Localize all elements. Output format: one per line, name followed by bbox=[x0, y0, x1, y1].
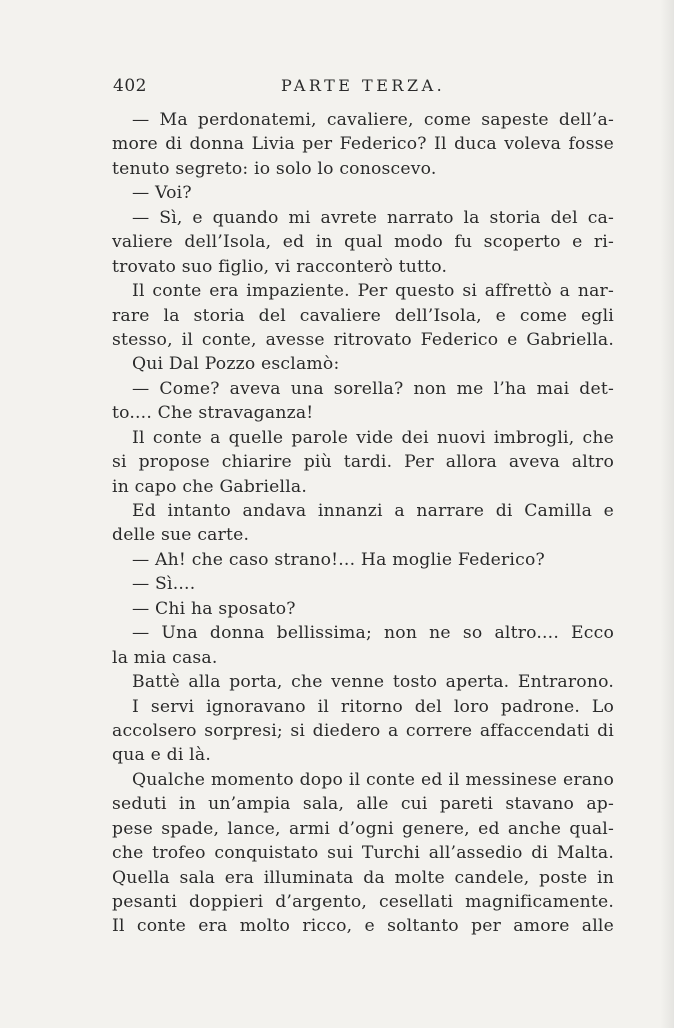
page-edge-shadow bbox=[660, 0, 674, 1028]
text-line: — Sì.... bbox=[132, 574, 196, 595]
text-line: si propose chiarire più tardi. Per allora aveva altro bbox=[112, 452, 614, 473]
text-line: qua e di là. bbox=[112, 745, 211, 766]
text-line: I servi ignoravano il ritorno del loro padrone. Lo bbox=[132, 696, 614, 717]
text-line: — Ma perdonatemi, cavaliere, come sapeste dell’a- bbox=[132, 110, 614, 130]
page-header bbox=[113, 76, 613, 102]
text-line: — Una donna bellissima; non ne so altro.... Ecco bbox=[132, 623, 614, 644]
text-line: delle sue carte. bbox=[112, 525, 250, 546]
running-title: PARTE TERZA. bbox=[281, 76, 446, 95]
text-line: — Ah! che caso strano!... Ha moglie Federico? bbox=[132, 549, 545, 570]
text-line: tenuto segreto: io solo lo conoscevo. bbox=[112, 158, 437, 179]
text-line: in capo che Gabriella. bbox=[112, 476, 308, 497]
text-line: la mia casa. bbox=[112, 647, 218, 668]
text-line: pesanti doppieri d’argento, cesellati magnificamente. bbox=[112, 892, 614, 912]
text-line: che trofeo conquistato sui Turchi all’assedio di Malta. bbox=[112, 843, 614, 864]
body-text bbox=[112, 108, 614, 939]
text-line: trovato suo figlio, vi racconterò tutto. bbox=[112, 256, 448, 277]
text-line: to.... Che stravaganza! bbox=[112, 403, 314, 424]
text-line: more di donna Livia per Federico? Il duca voleva fosse bbox=[112, 134, 614, 155]
text-line: rare la storia del cavaliere dell’Isola, e come egli bbox=[112, 305, 614, 326]
text-line: seduti in un’ampia sala, alle cui pareti stavano ap- bbox=[112, 794, 614, 815]
text-line: stesso, il conte, avesse ritrovato Federico e Gabriella. bbox=[112, 329, 614, 350]
page-number: 402 bbox=[113, 76, 147, 96]
text-line: accolsero sorpresi; si diedero a correre affaccendati di bbox=[112, 720, 614, 741]
text-line: Il conte era impaziente. Per questo si affrettò a nar- bbox=[132, 281, 614, 302]
text-line: Qui Dal Pozzo esclamò: bbox=[132, 354, 340, 375]
text-line: Ed intanto andava innanzi a narrare di Camilla e bbox=[132, 501, 614, 521]
text-line: — Voi? bbox=[132, 183, 192, 204]
text-line: pese spade, lance, armi d’ogni genere, ed anche qual- bbox=[112, 818, 614, 839]
text-line: Il conte a quelle parole vide dei nuovi imbrogli, che bbox=[132, 427, 614, 448]
text-line: — Chi ha sposato? bbox=[132, 598, 296, 619]
text-line: Battè alla porta, che venne tosto aperta. Entrarono. bbox=[132, 672, 614, 693]
text-line: valiere dell’Isola, ed in qual modo fu scoperto e ri- bbox=[112, 232, 614, 253]
text-line: Qualche momento dopo il conte ed il messinese erano bbox=[132, 769, 614, 790]
text-line: Quella sala era illuminata da molte candele, poste in bbox=[112, 867, 614, 888]
text-line: Il conte era molto ricco, e soltanto per amore alle bbox=[112, 916, 614, 937]
text-line: — Sì, e quando mi avrete narrato la storia del ca- bbox=[132, 207, 614, 228]
text-line: — Come? aveva una sorella? non me l’ha mai det- bbox=[132, 378, 614, 399]
